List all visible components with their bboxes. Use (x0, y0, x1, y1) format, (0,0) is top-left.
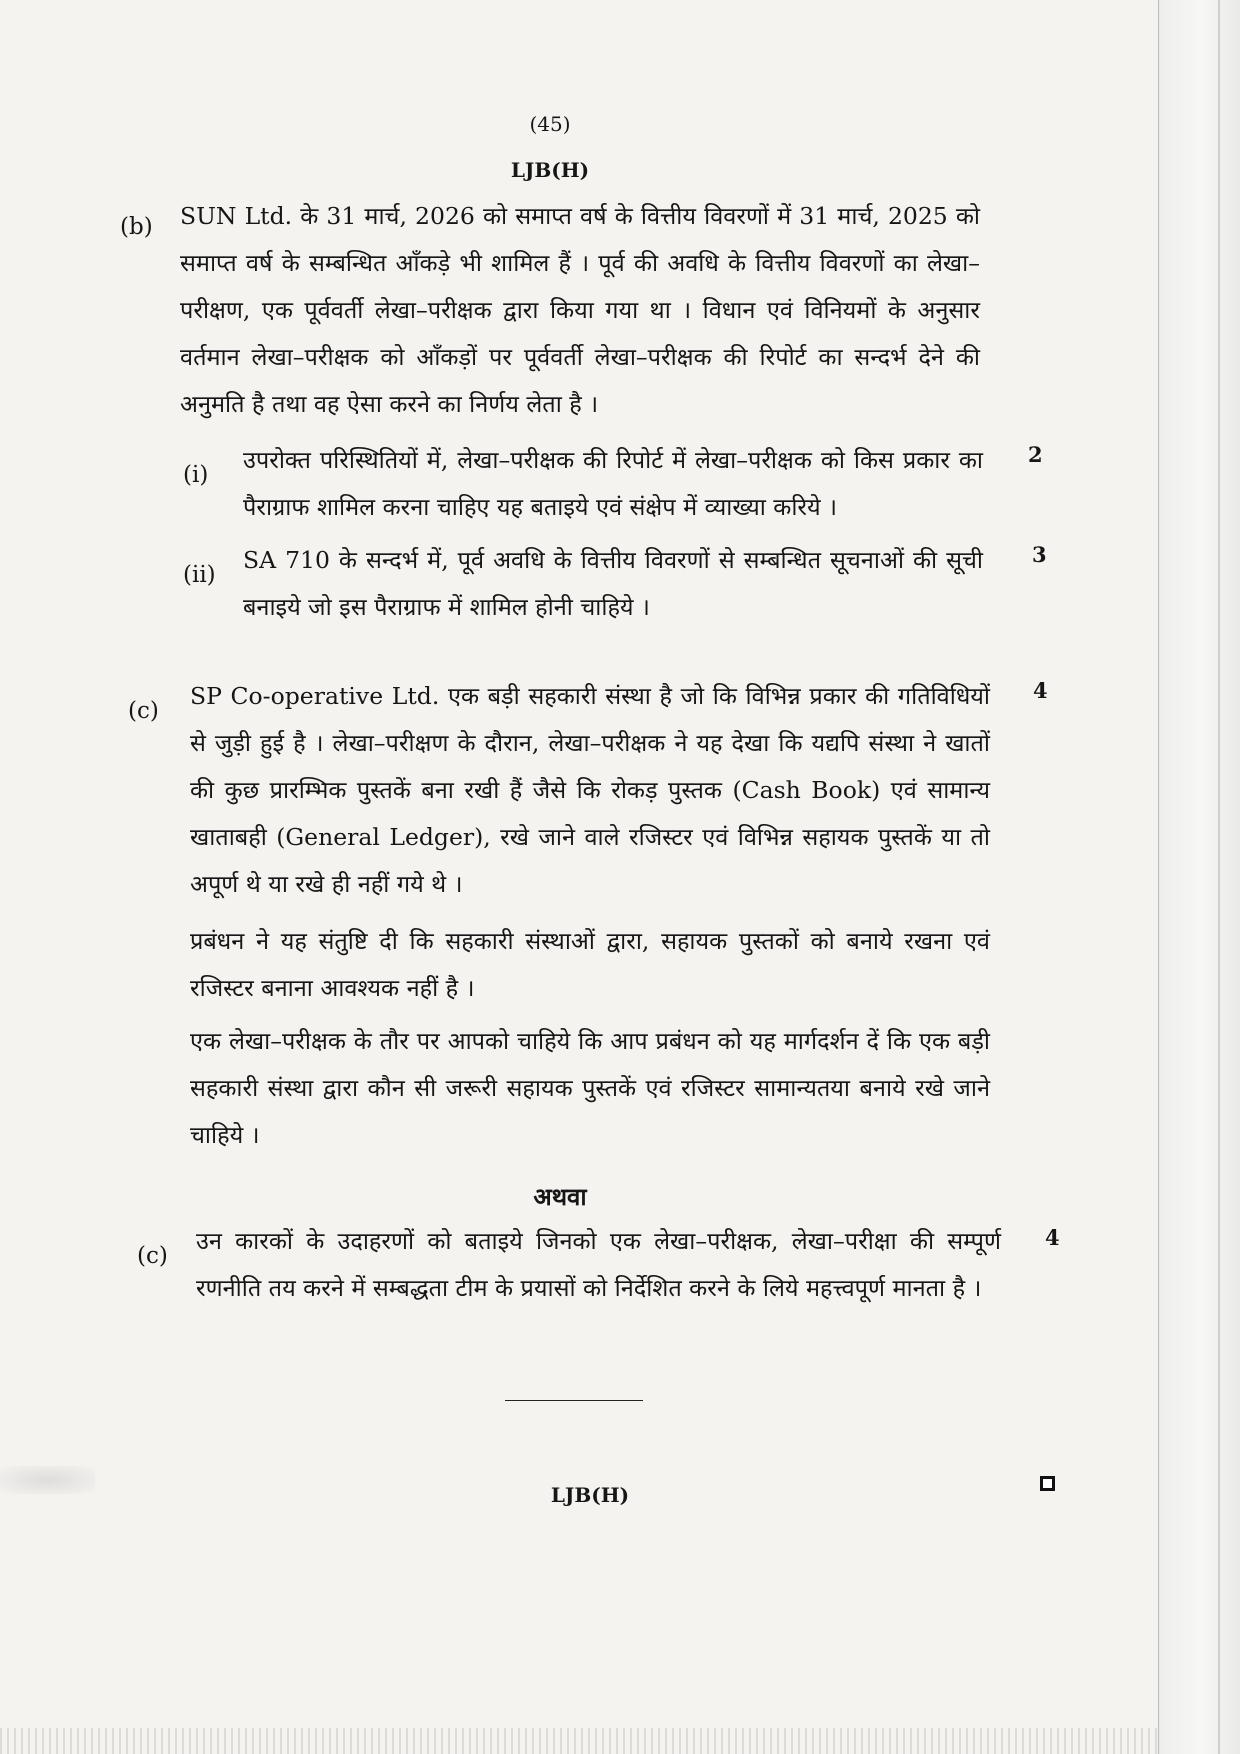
question-c-label: (c) (128, 698, 159, 724)
question-b-i-text: उपरोक्त परिस्थितियों में, लेखा–परीक्षक की रिपोर्ट में लेखा–परीक्षक को किस प्रकार का पैराग्राफ शामिल करना चाहिए यह बताइये एवं संक्षेप में व्याख्या करिये । (243, 446, 983, 521)
question-c-marks: 4 (1033, 678, 1048, 703)
scanner-edge (1160, 0, 1240, 1754)
question-b-ii-text: SA 710 के सन्दर्भ में, पूर्व अवधि के वित्तीय विवरणों से सम्बन्धित सूचनाओं की सूची बनाइये जो इस पैराग्राफ में शामिल होनी चाहिये । (243, 546, 983, 621)
question-c-alt-label: (c) (137, 1243, 168, 1269)
question-b-ii-label: (ii) (183, 562, 216, 588)
paper-code-footer: LJB(H) (550, 1483, 630, 1507)
question-b-i-label: (i) (183, 462, 209, 488)
page-number: (45) (529, 112, 571, 136)
scan-noise-bottom (0, 1728, 1240, 1754)
question-c-alt-marks: 4 (1045, 1225, 1060, 1250)
end-marker-square (1040, 1476, 1055, 1491)
question-c-paragraph-3: एक लेखा–परीक्षक के तौर पर आपको चाहिये कि आप प्रबंधन को यह मार्गदर्शन दें कि एक बड़ी सहकारी संस्था द्वारा कौन सी जरूरी सहायक पुस्तकें एवं रजिस्टर सामान्यतया बनाये रखे जाने चाहिये । (190, 1027, 990, 1149)
question-b-ii-marks: 3 (1032, 542, 1047, 567)
question-c-paragraph-2: प्रबंधन ने यह संतुष्टि दी कि सहकारी संस्थाओं द्वारा, सहायक पुस्तकों को बनाये रखना एवं रजिस्टर बनाना आवश्यक नहीं है । (190, 927, 990, 1002)
question-b-i-marks: 2 (1028, 442, 1043, 467)
question-b-text: SUN Ltd. के 31 मार्च, 2026 को समाप्त वर्ष के वित्तीय विवरणों में 31 मार्च, 2025 को समाप्त वर्ष के सम्बन्धित आँकड़े भी शामिल हैं । पूर्व की अवधि के वित्तीय विवरणों का लेखा–परीक्षण, एक पूर्ववर्ती लेखा–परीक्षक द्वारा किया गया था । विधान एवं विनियमों के अनुसार वर्तमान लेखा–परीक्षक को आँकड़ों पर पूर्ववर्ती लेखा–परीक्षक की रिपोर्ट का सन्दर्भ देने की अनुमति है तथा वह ऐसा करने का निर्णय लेता है । (180, 202, 980, 418)
or-heading: अथवा (533, 1182, 587, 1211)
question-b-label: (b) (120, 214, 153, 240)
question-c-paragraph-1: SP Co-operative Ltd. एक बड़ी सहकारी संस्था है जो कि विभिन्न प्रकार की गतिविधियों से जुड़ी हुई है । लेखा–परीक्षण के दौरान, लेखा–परीक्षक ने यह देखा कि यद्यपि संस्था ने खातों की कुछ प्रारम्भिक पुस्तकें बना रखी हैं जैसे कि रोकड़ पुस्तक (Cash Book) एवं सामान्य खाताबही (General Ledger), रखे जाने वाले रजिस्टर एवं विभिन्न सहायक पुस्तकें या तो अपूर्ण थे या रखे ही नहीं गये थे । (190, 682, 990, 898)
question-c-alt-text: उन कारकों के उदाहरणों को बताइये जिनको एक लेखा–परीक्षक, लेखा–परीक्षा की सम्पूर्ण रणनीति तय करने में सम्बद्धता टीम के प्रयासों को निर्देशित करने के लिये महत्त्वपूर्ण मानता है । (196, 1227, 1001, 1302)
paper-code-header: LJB(H) (510, 158, 590, 182)
end-rule (505, 1400, 643, 1401)
scan-smudge (0, 1466, 95, 1494)
